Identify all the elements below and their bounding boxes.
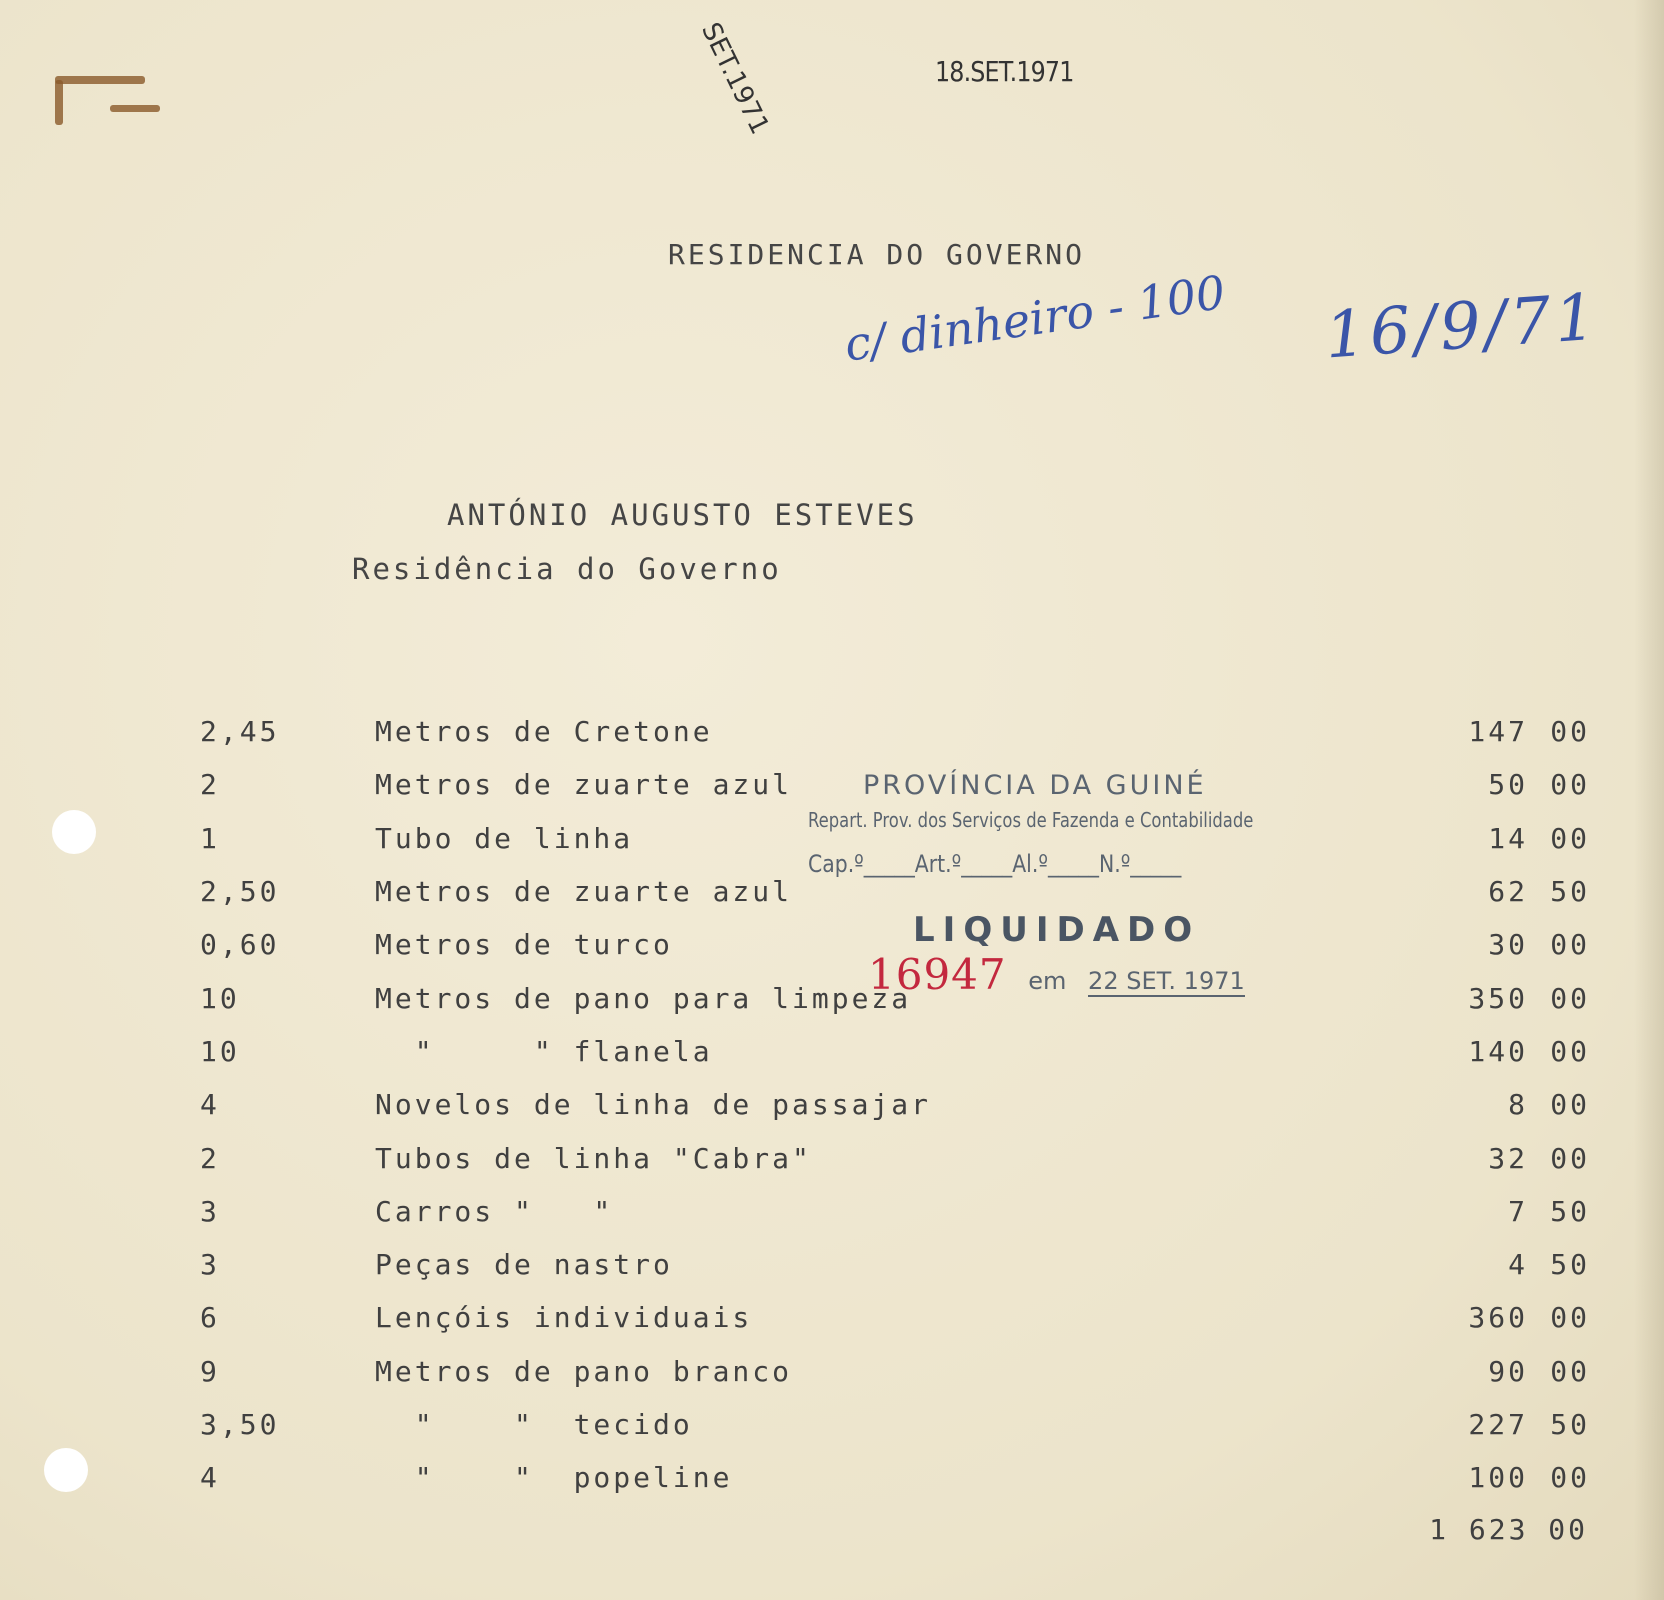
item-amount bbox=[1275, 1238, 1590, 1291]
staple-rust-mark bbox=[55, 80, 63, 125]
item-amount-decimal: 00 bbox=[1550, 821, 1590, 855]
item-quantity: 2 bbox=[200, 1141, 220, 1175]
stamp-province: PROVÍNCIA DA GUINÉ bbox=[863, 770, 1207, 801]
item-amount-decimal: 50 bbox=[1550, 1194, 1590, 1228]
item-quantity: 0,60 bbox=[200, 928, 280, 962]
table-row bbox=[200, 1398, 1590, 1451]
item-description: Peças de nastro bbox=[375, 1248, 673, 1282]
staple-rust-mark bbox=[110, 105, 160, 112]
item-quantity: 4 bbox=[200, 1461, 220, 1495]
item-quantity: 10 bbox=[200, 981, 240, 1015]
item-amount bbox=[1275, 971, 1590, 1024]
item-description: Metros de pano branco bbox=[375, 1354, 793, 1388]
item-amount-integer: 8 bbox=[1508, 1088, 1528, 1122]
item-amount bbox=[1275, 865, 1590, 918]
item-amount-integer: 4 bbox=[1508, 1248, 1528, 1282]
item-amount-integer: 350 bbox=[1468, 981, 1528, 1015]
punch-hole-upper bbox=[52, 810, 96, 854]
item-amount-integer: 30 bbox=[1488, 928, 1528, 962]
table-row bbox=[200, 1078, 1590, 1131]
item-amount-integer: 90 bbox=[1488, 1354, 1528, 1388]
table-row bbox=[200, 1238, 1590, 1291]
item-quantity: 10 bbox=[200, 1034, 240, 1068]
stamp-number-line bbox=[813, 950, 1245, 999]
item-amount bbox=[1275, 1398, 1590, 1451]
item-description: Metros de zuarte azul bbox=[375, 875, 793, 909]
item-amount-decimal: 00 bbox=[1550, 1461, 1590, 1495]
item-amount-decimal: 00 bbox=[1550, 1301, 1590, 1335]
item-amount bbox=[1275, 1291, 1590, 1344]
item-quantity: 2,50 bbox=[200, 875, 280, 909]
item-amount-decimal: 00 bbox=[1550, 715, 1590, 749]
item-amount bbox=[1275, 758, 1590, 811]
table-row bbox=[200, 705, 1590, 758]
item-description: Metros de Cretone bbox=[375, 715, 713, 749]
stamp-department: Repart. Prov. dos Serviços de Fazenda e Contabilidade bbox=[808, 808, 1254, 832]
table-row bbox=[200, 1185, 1590, 1238]
item-amount-integer: 32 bbox=[1488, 1141, 1528, 1175]
item-quantity: 3 bbox=[200, 1194, 220, 1228]
item-amount-decimal: 00 bbox=[1550, 768, 1590, 802]
item-quantity: 3 bbox=[200, 1248, 220, 1282]
item-description: Novelos de linha de passajar bbox=[375, 1088, 932, 1122]
addressee-name: ANTÓNIO AUGUSTO ESTEVES bbox=[447, 498, 918, 532]
item-amount-integer: 50 bbox=[1488, 768, 1528, 802]
item-description: " " tecido bbox=[375, 1408, 693, 1441]
item-amount-decimal: 50 bbox=[1550, 1408, 1590, 1441]
item-amount bbox=[1275, 705, 1590, 758]
item-description: Metros de turco bbox=[375, 928, 673, 962]
item-description: Lençóis individuais bbox=[375, 1301, 753, 1335]
item-quantity: 2,45 bbox=[200, 715, 280, 749]
item-quantity: 6 bbox=[200, 1301, 220, 1335]
item-amount bbox=[1275, 1025, 1590, 1078]
item-amount bbox=[1275, 1131, 1590, 1184]
stamp-budget-fields: Cap.º_____Art.º_____Al.º_____N.º_____ bbox=[808, 850, 1182, 878]
table-row bbox=[200, 1345, 1590, 1398]
addressee-place: Residência do Governo bbox=[352, 552, 782, 586]
item-amount-integer: 62 bbox=[1488, 875, 1528, 909]
item-amount-integer: 14 bbox=[1488, 821, 1528, 855]
item-description: " " flanela bbox=[375, 1034, 713, 1068]
item-amount-decimal: 00 bbox=[1550, 928, 1590, 962]
item-amount-decimal: 00 bbox=[1550, 1141, 1590, 1175]
stamp-liquidado: LIQUIDADO bbox=[913, 910, 1201, 950]
item-amount-decimal: 50 bbox=[1550, 1248, 1590, 1282]
stamp-liquidation-date: 22 SET. 1971 bbox=[1088, 967, 1245, 995]
item-quantity: 2 bbox=[200, 768, 220, 802]
item-amount-decimal: 00 bbox=[1550, 1088, 1590, 1122]
item-amount bbox=[1275, 1345, 1590, 1398]
item-amount-decimal: 00 bbox=[1550, 981, 1590, 1015]
page-title: RESIDENCIA DO GOVERNO bbox=[668, 238, 1086, 271]
item-amount bbox=[1275, 812, 1590, 865]
item-quantity: 4 bbox=[200, 1088, 220, 1122]
item-description: Tubos de linha "Cabra" bbox=[375, 1141, 812, 1175]
item-description: Carros " " bbox=[375, 1194, 614, 1228]
table-row bbox=[200, 1131, 1590, 1184]
item-description: Metros de zuarte azul bbox=[375, 768, 793, 802]
stamp-date-prefix: em bbox=[1028, 967, 1067, 995]
item-amount-integer: 227 bbox=[1468, 1408, 1528, 1441]
item-amount-integer: 147 bbox=[1468, 715, 1528, 749]
item-amount-integer: 7 bbox=[1508, 1194, 1528, 1228]
rotated-date-stamp: SET.1971 bbox=[695, 18, 775, 140]
item-quantity: 1 bbox=[200, 821, 220, 855]
item-amount-integer: 140 bbox=[1468, 1034, 1528, 1068]
item-quantity: 9 bbox=[200, 1354, 220, 1388]
item-amount bbox=[1275, 1451, 1590, 1504]
item-amount bbox=[1275, 918, 1590, 971]
table-row bbox=[200, 1291, 1590, 1344]
item-description: " " popeline bbox=[375, 1461, 733, 1495]
item-quantity: 3,50 bbox=[200, 1408, 280, 1441]
staple-rust-mark bbox=[55, 76, 145, 84]
received-date-stamp: 18.SET.1971 bbox=[935, 55, 1074, 88]
item-amount bbox=[1275, 1078, 1590, 1131]
item-amount-integer: 100 bbox=[1468, 1461, 1528, 1495]
total-amount: 1 623 00 bbox=[1429, 1513, 1588, 1546]
item-amount-decimal: 00 bbox=[1550, 1354, 1590, 1388]
stamp-red-number: 16947 bbox=[868, 950, 1007, 999]
item-amount-decimal: 00 bbox=[1550, 1034, 1590, 1068]
handwritten-note: c/ dinheiro - 100 bbox=[841, 264, 1229, 372]
punch-hole-lower bbox=[44, 1448, 88, 1492]
item-amount bbox=[1275, 1185, 1590, 1238]
table-row bbox=[200, 1025, 1590, 1078]
item-description: Tubo de linha bbox=[375, 821, 634, 855]
item-description: Metros de pano para limpeza bbox=[375, 981, 912, 1015]
table-row bbox=[200, 1451, 1590, 1504]
handwritten-date: 16/9/71 bbox=[1322, 280, 1602, 374]
item-amount-decimal: 50 bbox=[1550, 875, 1590, 909]
item-amount-integer: 360 bbox=[1468, 1301, 1528, 1335]
